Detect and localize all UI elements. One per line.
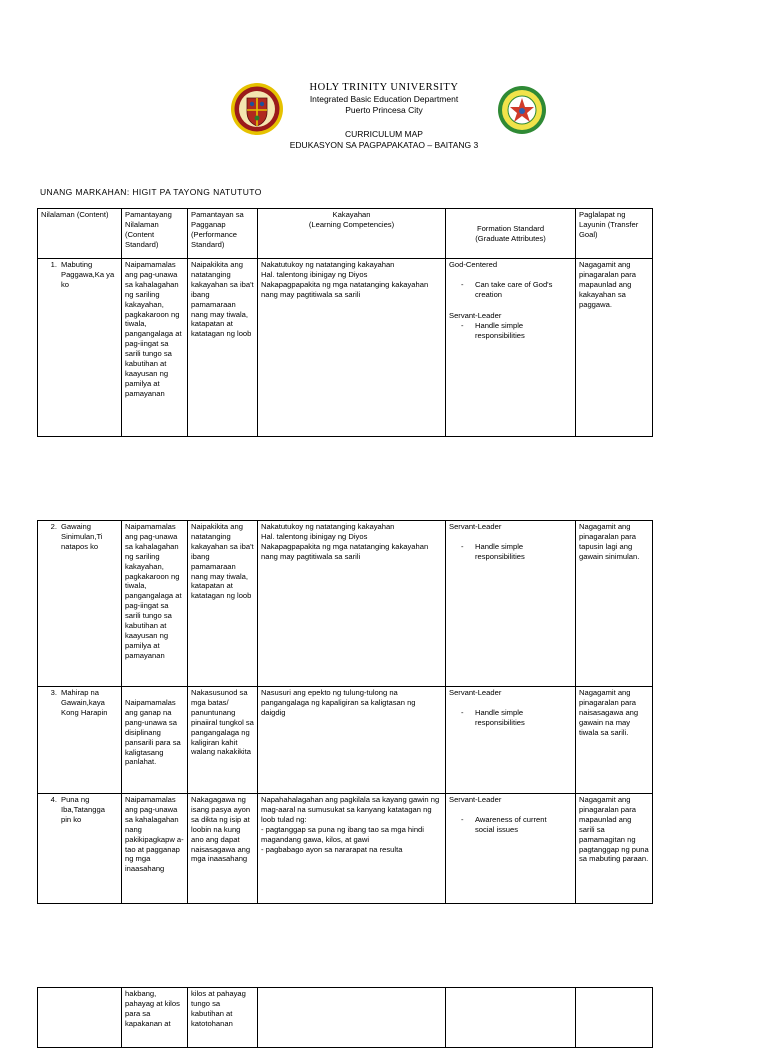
cell-transfer-goal: Nagagamit ang pinagaralan para tapusin lagi ang gawain sinimulan. <box>576 521 653 687</box>
table-row <box>38 521 653 687</box>
university-name: HOLY TRINITY UNIVERSITY <box>309 82 459 93</box>
table-row <box>38 259 653 437</box>
cell-content-standard: hakbang, pahayag at kilos para sa kapakanan at <box>122 988 188 1048</box>
cell-formation-standard: Servant-Leader - Awareness of current social issues <box>446 794 576 904</box>
cell-competencies: Nakatutukoy ng natatanging kakayahan Hal. talentong ibinigay ng Diyos Nakapagpapakita ng mga natatanging kakayahan nang may pagtitiwala sa sarili <box>258 521 446 687</box>
cell-competencies: Nasusuri ang epekto ng tulung-tulong na pangangalaga ng kapaligiran sa kaligtasan ng daigdig <box>258 687 446 794</box>
cell-content <box>38 988 122 1048</box>
document-title: CURRICULUM MAP <box>345 129 423 139</box>
cell-content: 4. Puna ng Iba,Tatangga pin ko <box>38 794 122 904</box>
cell-content: 2. Gawaing Sinimulan,Ti natapos ko <box>38 521 122 687</box>
cell-performance-standard: kilos at pahayag tungo sa kabutihan at katotohanan <box>188 988 258 1048</box>
department-name: Integrated Basic Education Department <box>309 94 459 104</box>
header-formation-standard: Formation Standard (Graduate Attributes) <box>446 209 576 259</box>
cell-transfer-goal <box>576 988 653 1048</box>
cell-formation-standard <box>446 988 576 1048</box>
header-competencies: Kakayahan (Learning Competencies) <box>258 209 446 259</box>
header-content-standard: Pamantayang Nilalaman (Content Standard) <box>122 209 188 259</box>
quarter-title: UNANG MARKAHAN: HIGIT PA TAYONG NATUTUTO <box>40 187 262 197</box>
cell-transfer-goal: Nagagamit ang pinagaralan para naisasagawa ang gawain na may tiwala sa sarili. <box>576 687 653 794</box>
cell-content-standard: Naipamamalas ang ganap na pang-unawa sa disiplinang pansarili para sa kaligtasang panlahat. <box>122 687 188 794</box>
document-header <box>0 82 768 151</box>
subject-title: EDUKASYON SA PAGPAPAKATAO – BAITANG 3 <box>289 140 479 150</box>
cell-transfer-goal: Nagagamit ang pinagaralan para mapaunlad ang sarili sa pamamagitan ng pagtanggap ng puna sa mabuting paraan. <box>576 794 653 904</box>
table-row <box>38 687 653 794</box>
header-content: Nilalaman (Content) <box>38 209 122 259</box>
cell-content: 3. Mahirap na Gawain,kaya Kong Harapin <box>38 687 122 794</box>
cell-performance-standard: Nakagagawa ng isang pasya ayon sa dikta ng isip at loobin na kung ano ang dapat naisasagawa ang mga inaasahang <box>188 794 258 904</box>
curriculum-table-3 <box>37 987 653 1048</box>
cell-performance-standard: Nakasusunod sa mga batas/ panuntunang pinaiiral tungkol sa pangangalaga ng kaligiran kahit walang nakakikita <box>188 687 258 794</box>
header-transfer-goal: Paglalapat ng Layunin (Transfer Goal) <box>576 209 653 259</box>
cell-formation-standard: Servant-Leader - Handle simple responsibilities <box>446 687 576 794</box>
cell-formation-standard: Servant-Leader - Handle simple responsibilities <box>446 521 576 687</box>
cell-performance-standard: Naipakikita ang natatanging kakayahan sa iba't ibang pamamaraan nang may tiwala, katapatan at katatagan ng loob <box>188 521 258 687</box>
city-name: Puerto Princesa City <box>345 105 423 115</box>
cell-formation-standard: God-Centered - Can take care of God's creation Servant-Leader - Handle simple responsibilities <box>446 259 576 437</box>
cell-competencies: Napahahalagahan ang pagkilala sa kayang gawin ng mag-aaral na sumusukat sa kanyang katatagan ng loob tulad ng: - pagtanggap sa puna ng ibang tao sa mga hindi magandang gawa, kilos, at gawi - pagbabago ayon sa nararapat na resulta <box>258 794 446 904</box>
cell-performance-standard: Naipakikita ang natatanging kakayahan sa iba't ibang pamamaraan nang may tiwala, katapatan at katatagan ng loob <box>188 259 258 437</box>
header-performance-standard: Pamantayan sa Pagganap (Performance Standard) <box>188 209 258 259</box>
cell-content-standard: Naipamamalas ang pag-unawa sa kahalagahan nang pakikipagkapw a-tao at pagganap ng mga inaasahang <box>122 794 188 904</box>
curriculum-table-2 <box>37 520 653 904</box>
cell-competencies: Nakatutukoy ng natatanging kakayahan Hal. talentong ibinigay ng Diyos Nakapagpapakita ng mga natatanging kakayahan nang may pagtitiwala sa sarili <box>258 259 446 437</box>
cell-content: 1. Mabuting Paggawa,Ka ya ko <box>38 259 122 437</box>
table-header-row <box>38 209 653 259</box>
cell-content-standard: Naipamamalas ang pag-unawa sa kahalagahan ng sariling kakayahan, pagkakaroon ng tiwala, pangangalaga at pag-iingat sa sarili tungo sa kabutihan at kaayusan ng pamilya at pamayanan <box>122 521 188 687</box>
table-row <box>38 988 653 1048</box>
cell-content-standard: Naipamamalas ang pag-unawa sa kahalagahan ng sariling kakayahan, pagkakaroon ng tiwala, pangangalaga at pag-iingat sa sarili tungo sa kabutihan at kaayusan ng pamilya at pamayanan <box>122 259 188 437</box>
curriculum-table-1 <box>37 208 653 437</box>
table-row <box>38 794 653 904</box>
cell-competencies <box>258 988 446 1048</box>
cell-transfer-goal: Nagagamit ang pinagaralan para mapaunlad ang kakayahan sa paggawa. <box>576 259 653 437</box>
